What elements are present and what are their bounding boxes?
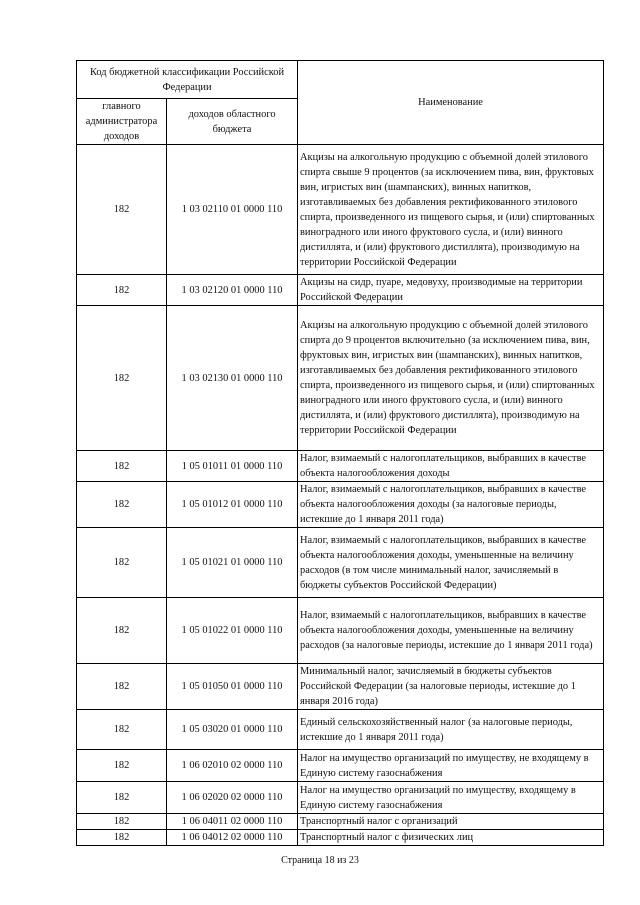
- name-cell: Акцизы на алкогольную продукцию с объемной долей этилового спирта до 9 процентов включительно (за исключением пива, вин, фруктовых вин, игристых вин (шампанских), винных напитков, изготавливаемых без добавления ректификованного этилового спирта, произведенного из пищевого сырья, и (или) спиртованных виноградного или иного фруктового сусла, и (или) винного дистиллята, и (или) фруктового дистиллята), производимую на территории Российской Федерации: [298, 306, 604, 451]
- table-row: [77, 145, 604, 275]
- code-cell: 1 05 01021 01 0000 110: [167, 528, 298, 598]
- table-row: [77, 664, 604, 710]
- name-cell: Налог, взимаемый с налогоплательщиков, выбравших в качестве объекта налогообложения доходы, уменьшенные на величину расходов (за налоговые периоды, истекшие до 1 января 2011 года): [298, 598, 604, 664]
- table-row: [77, 451, 604, 482]
- admin-cell: 182: [77, 750, 167, 782]
- name-cell: Минимальный налог, зачисляемый в бюджеты субъектов Российской Федерации (за налоговые периоды, истекшие до 1 января 2016 года): [298, 664, 604, 710]
- code-cell: 1 03 02130 01 0000 110: [167, 306, 298, 451]
- name-cell: Налог, взимаемый с налогоплательщиков, выбравших в качестве объекта налогообложения доходы (за налоговые периоды, истекшие до 1 января 2011 года): [298, 482, 604, 528]
- page-number: Страница 18 из 23: [281, 855, 359, 866]
- name-cell: Налог, взимаемый с налогоплательщиков, выбравших в качестве объекта налогообложения доходы, уменьшенные на величину расходов (в том числе минимальный налог, зачисляемый в бюджеты субъектов Российской Федерации): [298, 528, 604, 598]
- admin-cell: 182: [77, 598, 167, 664]
- name-cell: Акцизы на алкогольную продукцию с объемной долей этилового спирта свыше 9 процентов (за исключением пива, вин, фруктовых вин, игристых вин (шампанских), винных напитков, изготавливаемых без добавления ректификованного этилового спирта, произведенного из пищевого сырья, и (или) спиртованных виноградного или иного фруктового сусла, и (или) винного дистиллята, и (или) фруктового дистиллята), производимую на территории Российской Федерации: [298, 145, 604, 275]
- table-row: [77, 482, 604, 528]
- name-cell: Транспортный налог с организаций: [298, 814, 604, 830]
- table-row: [77, 710, 604, 750]
- admin-cell: 182: [77, 710, 167, 750]
- table-row: [77, 750, 604, 782]
- header-kbk: Код бюджетной классификации Российской Федерации: [77, 61, 298, 99]
- header-admin: главного администратора доходов: [77, 99, 167, 145]
- name-cell: Транспортный налог с физических лиц: [298, 830, 604, 846]
- table-row: [77, 830, 604, 846]
- table-row: [77, 306, 604, 451]
- admin-cell: 182: [77, 830, 167, 846]
- code-cell: 1 06 02010 02 0000 110: [167, 750, 298, 782]
- budget-classification-table: [76, 60, 604, 846]
- table-row: [77, 598, 604, 664]
- table-row: [77, 782, 604, 814]
- table-row: [77, 814, 604, 830]
- table-row: [77, 528, 604, 598]
- table-row: [77, 275, 604, 306]
- name-cell: Акцизы на сидр, пуаре, медовуху, производимые на территории Российской Федерации: [298, 275, 604, 306]
- admin-cell: 182: [77, 275, 167, 306]
- name-cell: Налог на имущество организаций по имуществу, входящему в Единую систему газоснабжения: [298, 782, 604, 814]
- code-cell: 1 06 02020 02 0000 110: [167, 782, 298, 814]
- admin-cell: 182: [77, 306, 167, 451]
- admin-cell: 182: [77, 664, 167, 710]
- admin-cell: 182: [77, 782, 167, 814]
- code-cell: 1 05 03020 01 0000 110: [167, 710, 298, 750]
- name-cell: Единый сельскохозяйственный налог (за налоговые периоды, истекшие до 1 января 2011 года): [298, 710, 604, 750]
- header-code: доходов областного бюджета: [167, 99, 298, 145]
- code-cell: 1 03 02110 01 0000 110: [167, 145, 298, 275]
- admin-cell: 182: [77, 145, 167, 275]
- code-cell: 1 06 04011 02 0000 110: [167, 814, 298, 830]
- name-cell: Налог на имущество организаций по имуществу, не входящему в Единую систему газоснабжения: [298, 750, 604, 782]
- admin-cell: 182: [77, 451, 167, 482]
- code-cell: 1 05 01012 01 0000 110: [167, 482, 298, 528]
- header-name: Наименование: [298, 61, 604, 145]
- code-cell: 1 05 01011 01 0000 110: [167, 451, 298, 482]
- code-cell: 1 05 01022 01 0000 110: [167, 598, 298, 664]
- admin-cell: 182: [77, 528, 167, 598]
- name-cell: Налог, взимаемый с налогоплательщиков, выбравших в качестве объекта налогообложения доходы: [298, 451, 604, 482]
- code-cell: 1 06 04012 02 0000 110: [167, 830, 298, 846]
- admin-cell: 182: [77, 814, 167, 830]
- admin-cell: 182: [77, 482, 167, 528]
- code-cell: 1 05 01050 01 0000 110: [167, 664, 298, 710]
- code-cell: 1 03 02120 01 0000 110: [167, 275, 298, 306]
